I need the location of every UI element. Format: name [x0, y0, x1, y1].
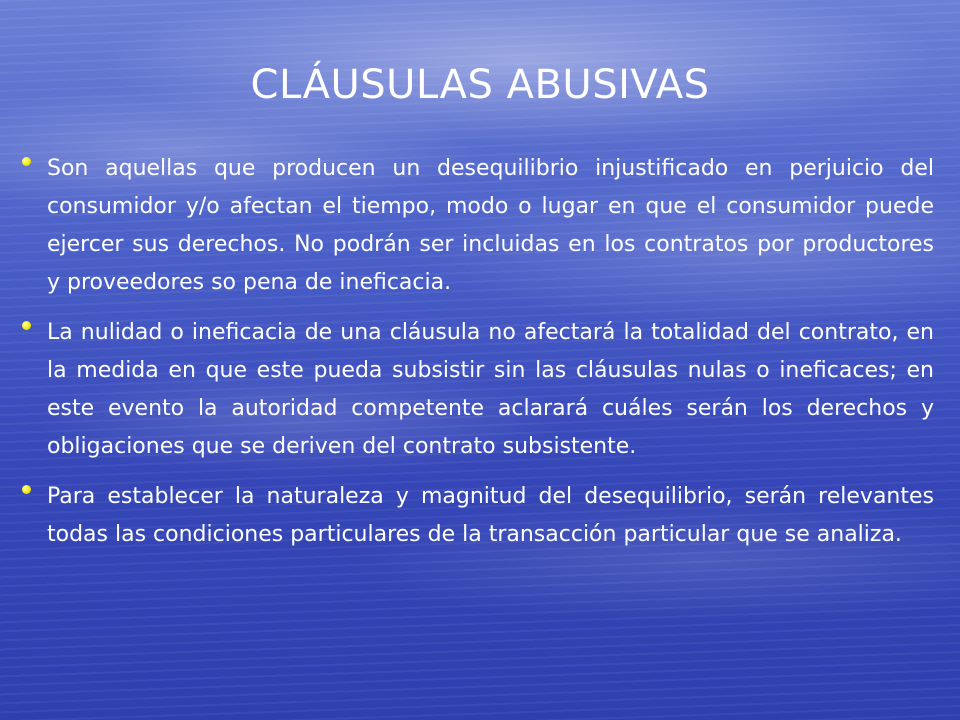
bullet-item — [22, 478, 934, 554]
bullet-text: Para establecer la naturaleza y magnitud del desequilibrio, serán relevantes todas las condiciones particulares de la transacción particular que se analiza. — [47, 484, 934, 547]
bullet-list — [22, 150, 934, 566]
bullet-text: Son aquellas que producen un desequilibrio injustificado en perjuicio del consumidor y/o afectan el tiempo, modo o lugar en que el consumidor puede ejercer sus derechos. No podrán ser incluidas en los contratos por productores y proveedores so pena de ineficacia. — [47, 156, 934, 295]
bullet-text: La nulidad o ineficacia de una cláusula no afectará la totalidad del contrato, en la medida en que este pueda subsistir sin las cláusulas nulas o ineficaces; en este evento la autoridad competente aclarará cuáles serán los derechos y obligaciones que se deriven del contrato subsistente. — [47, 320, 934, 459]
slide-title: CLÁUSULAS ABUSIVAS — [250, 62, 710, 108]
bullet-dot-icon — [22, 485, 31, 494]
bullet-dot-icon — [22, 157, 31, 166]
bullet-dot-icon — [22, 321, 31, 330]
bullet-item — [22, 150, 934, 302]
bullet-item — [22, 314, 934, 466]
